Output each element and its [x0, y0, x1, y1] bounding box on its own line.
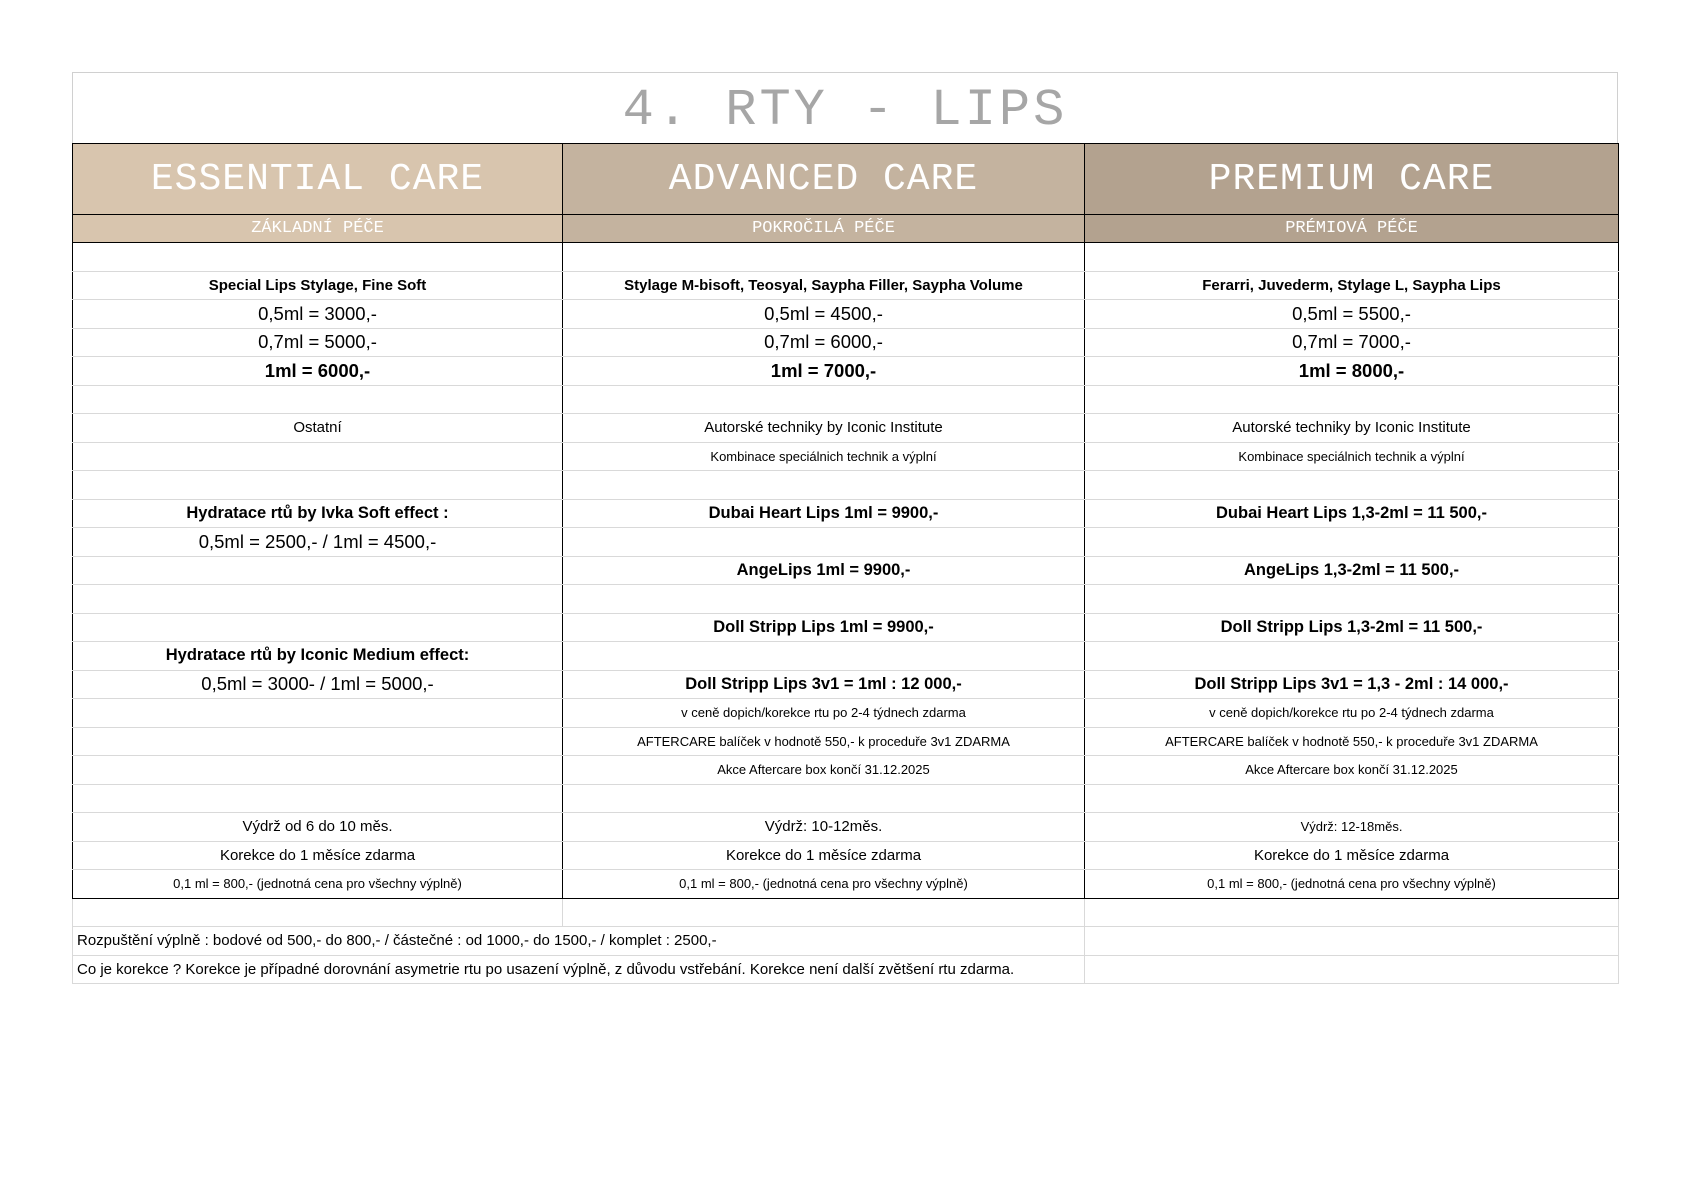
premium-products: Ferarri, Juvederm, Stylage L, Saypha Lips [1085, 271, 1619, 300]
tier-header-row [73, 144, 1619, 215]
essential-unit-price: 0,1 ml = 800,- (jednotná cena pro všechny výplně) [73, 870, 563, 899]
advanced-doll-3v1: Doll Stripp Lips 3v1 = 1ml : 12 000,- [563, 670, 1085, 699]
essential-price-1ml: 1ml = 6000,- [73, 357, 563, 386]
advanced-doll: Doll Stripp Lips 1ml = 9900,- [563, 613, 1085, 642]
tier-advanced-subtitle: POKROČILÁ PÉČE [563, 215, 1085, 243]
essential-price-05: 0,5ml = 3000,- [73, 300, 563, 329]
premium-price-07: 0,7ml = 7000,- [1085, 328, 1619, 357]
footer-row [73, 927, 1619, 956]
advanced-products: Stylage M-bisoft, Teosyal, Saypha Filler, Saypha Volume [563, 271, 1085, 300]
premium-price-1ml: 1ml = 8000,- [1085, 357, 1619, 386]
special-row [73, 528, 1619, 557]
premium-note-aftercare: AFTERCARE balíček v hodnotě 550,- k proceduře 3v1 ZDARMA [1085, 727, 1619, 756]
spacer-row [73, 784, 1619, 813]
advanced-techniques: Autorské techniky by Iconic Institute [563, 414, 1085, 443]
essential-other: Ostatní [73, 414, 563, 443]
other-row [73, 442, 1619, 471]
advanced-durability: Výdrž: 10-12měs. [563, 813, 1085, 842]
price-table [72, 143, 1619, 984]
dissolve-price-note: Rozpuštění výplně : bodové od 500,- do 800,- / částečné : od 1000,- do 1500,- / komplet : 2500,- [73, 927, 1085, 956]
premium-angelips: AngeLips 1,3-2ml = 11 500,- [1085, 556, 1619, 585]
hydration-medium-price: 0,5ml = 3000- / 1ml = 5000,- [73, 670, 563, 699]
premium-note-correction: v ceně dopich/korekce rtu po 2-4 týdnech zdarma [1085, 699, 1619, 728]
premium-note-promo: Akce Aftercare box končí 31.12.2025 [1085, 756, 1619, 785]
products-row [73, 271, 1619, 300]
special-row [73, 556, 1619, 585]
footer-spacer-row [73, 898, 1619, 927]
page-title: 4. RTY - LIPS [72, 72, 1618, 143]
advanced-dubai: Dubai Heart Lips 1ml = 9900,- [563, 499, 1085, 528]
premium-dubai: Dubai Heart Lips 1,3-2ml = 11 500,- [1085, 499, 1619, 528]
tier-essential-subtitle: ZÁKLADNÍ PÉČE [73, 215, 563, 243]
advanced-note-correction: v ceně dopich/korekce rtu po 2-4 týdnech zdarma [563, 699, 1085, 728]
special-row [73, 727, 1619, 756]
tier-advanced-title: ADVANCED CARE [563, 144, 1085, 215]
tier-premium-subtitle: PRÉMIOVÁ PÉČE [1085, 215, 1619, 243]
advanced-angelips: AngeLips 1ml = 9900,- [563, 556, 1085, 585]
advanced-price-1ml: 1ml = 7000,- [563, 357, 1085, 386]
footer-row [73, 955, 1619, 984]
essential-correction: Korekce do 1 měsíce zdarma [73, 841, 563, 870]
hydration-soft-price: 0,5ml = 2500,- / 1ml = 4500,- [73, 528, 563, 557]
spacer-row [73, 385, 1619, 414]
advanced-correction: Korekce do 1 měsíce zdarma [563, 841, 1085, 870]
correction-info-note: Co je korekce ? Korekce je případné dorovnání asymetrie rtu po usazení výplně, z důvodu vstřebání. Korekce není další zvětšení rtu zdarma. [73, 955, 1085, 984]
spacer-row [73, 471, 1619, 500]
tier-essential-title: ESSENTIAL CARE [73, 144, 563, 215]
spacer-row [73, 243, 1619, 272]
hydration-medium-title: Hydratace rtů by Iconic Medium effect: [73, 642, 563, 671]
durability-row [73, 813, 1619, 842]
special-row [73, 670, 1619, 699]
advanced-price-05: 0,5ml = 4500,- [563, 300, 1085, 329]
essential-durability: Výdrž od 6 do 10 měs. [73, 813, 563, 842]
unit-price-row [73, 870, 1619, 899]
tier-premium-title: PREMIUM CARE [1085, 144, 1619, 215]
price-row [73, 328, 1619, 357]
premium-techniques: Autorské techniky by Iconic Institute [1085, 414, 1619, 443]
correction-row [73, 841, 1619, 870]
special-row [73, 613, 1619, 642]
premium-doll-3v1: Doll Stripp Lips 3v1 = 1,3 - 2ml : 14 000,- [1085, 670, 1619, 699]
special-row [73, 642, 1619, 671]
advanced-unit-price: 0,1 ml = 800,- (jednotná cena pro všechny výplně) [563, 870, 1085, 899]
special-row [73, 756, 1619, 785]
hydration-soft-title: Hydratace rtů by Ivka Soft effect : [73, 499, 563, 528]
premium-doll: Doll Stripp Lips 1,3-2ml = 11 500,- [1085, 613, 1619, 642]
premium-price-05: 0,5ml = 5500,- [1085, 300, 1619, 329]
premium-durability: Výdrž: 12-18měs. [1085, 813, 1619, 842]
special-row [73, 699, 1619, 728]
advanced-note-aftercare: AFTERCARE balíček v hodnotě 550,- k proceduře 3v1 ZDARMA [563, 727, 1085, 756]
price-row [73, 300, 1619, 329]
price-sheet [72, 72, 1618, 984]
premium-combination: Kombinace speciálnich technik a výplní [1085, 442, 1619, 471]
tier-subheader-row [73, 215, 1619, 243]
advanced-combination: Kombinace speciálnich technik a výplní [563, 442, 1085, 471]
premium-correction: Korekce do 1 měsíce zdarma [1085, 841, 1619, 870]
advanced-note-promo: Akce Aftercare box končí 31.12.2025 [563, 756, 1085, 785]
advanced-price-07: 0,7ml = 6000,- [563, 328, 1085, 357]
essential-price-07: 0,7ml = 5000,- [73, 328, 563, 357]
spacer-row [73, 585, 1619, 614]
other-row [73, 414, 1619, 443]
premium-unit-price: 0,1 ml = 800,- (jednotná cena pro všechny výplně) [1085, 870, 1619, 899]
price-row [73, 357, 1619, 386]
essential-products: Special Lips Stylage, Fine Soft [73, 271, 563, 300]
special-row [73, 499, 1619, 528]
